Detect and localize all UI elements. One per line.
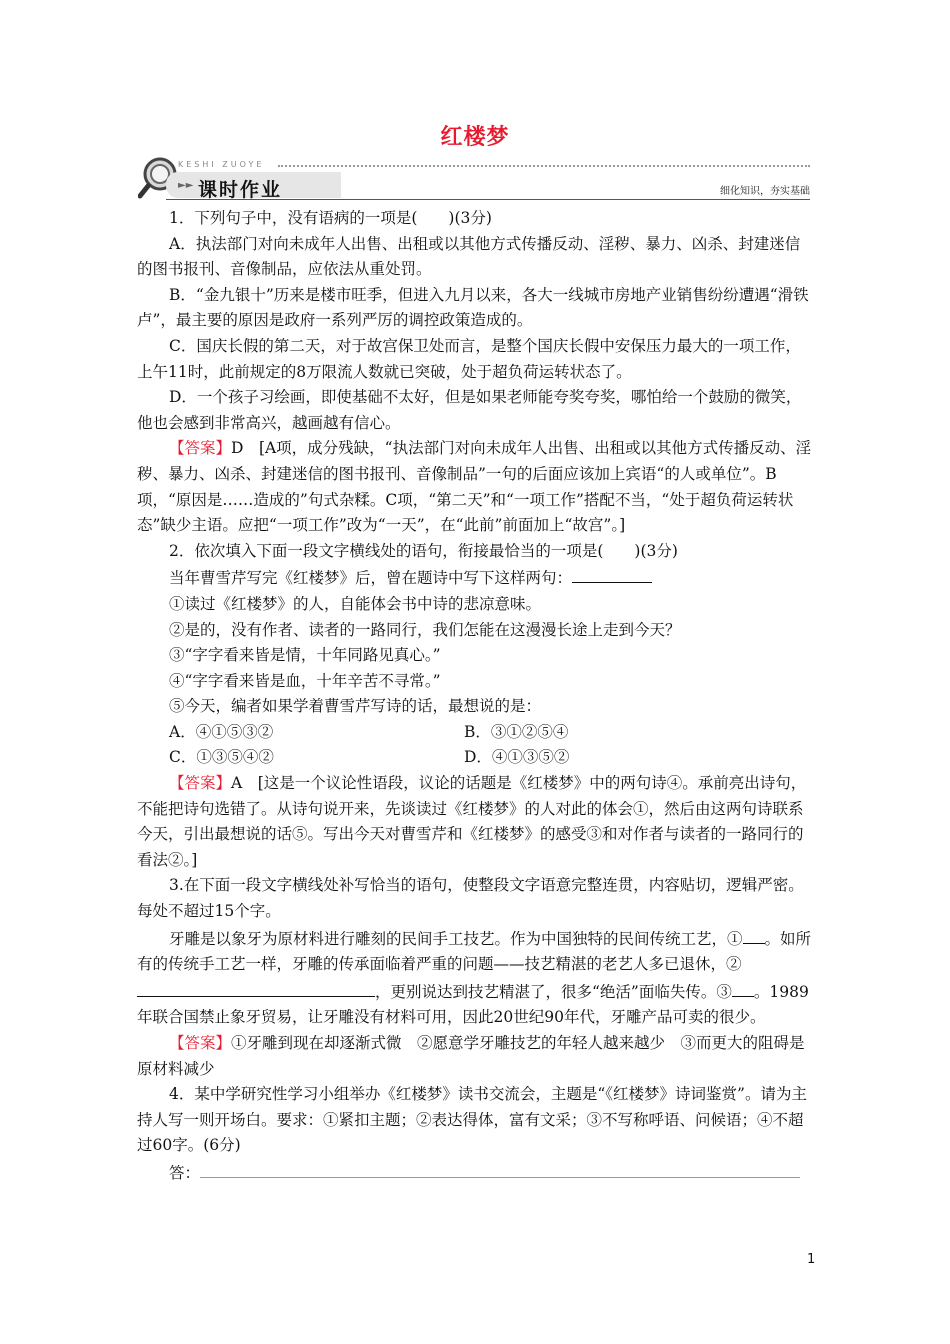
answer-blank[interactable] [200, 1159, 800, 1178]
answer-text: ①牙雕到现在却逐渐式微 ②愿意学牙雕技艺的年轻人越来越少 ③而更大的阻碍是原材料减少 [137, 1034, 805, 1078]
fill-blank-1 [743, 925, 765, 944]
section-banner [138, 148, 810, 204]
banner-heading: 课时作业 [198, 179, 283, 201]
answer-label: 【答案】 [169, 774, 232, 793]
q1-option-c: C．国庆长假的第二天，对于故宫保卫处而言，是整个国庆长假中安保压力最大的一项工作，上午11时，此前规定的8万限流人数就已突破，处于超负荷运转状态了。 [137, 336, 801, 381]
banner-tagline: 细化知识，夯实基础 [720, 186, 810, 197]
answer-text: D [A项，成分残缺，“执法部门对向未成年人出售、出租或以其他方式传播反动、淫秽、暴力、凶杀、封建迷信的图书报刊、音像制品”一句的后面应该加上宾语“的人或单位”。B项，“原因是……造成的”句式杂糅。C项，“第二天”和“一项工作”搭配不当，“处于超负荷运转状态”缺少主语。应把“一项工作”改为“一天”，在“此前”前面加上“故宫”。] [137, 439, 812, 535]
fill-blank-3 [732, 978, 754, 997]
q2-options-row [137, 720, 813, 746]
fill-blank-2 [137, 978, 375, 997]
q2-intro [137, 564, 813, 592]
q3-passage-part: ，更别说达到技艺精湛了，很多“绝活”面临失传。③ [375, 982, 732, 1001]
document-body [137, 206, 813, 1187]
q3-passage-part: 。如所有的传统手工艺一样，牙雕的传承面临着严重的问题——技艺精湛的老艺人多已退休，② [137, 929, 812, 974]
answer-label: 【答案】 [169, 439, 232, 458]
page-number: 1 [807, 1252, 816, 1267]
q1-option-a: A．执法部门对向未成年人出售、出租或以其他方式传播反动、淫秽、暴力、凶杀、封建迷信的图书报刊、音像制品，应依法从重处罚。 [137, 234, 801, 279]
q2-option-c: C．①③⑤④② [169, 748, 274, 767]
q1-answer [137, 436, 813, 538]
page-title: 红楼梦 [440, 125, 510, 150]
answer-label: 【答案】 [169, 1034, 232, 1052]
q3-passage-part: 牙雕是以象牙为原材料进行雕刻的民间手工技艺。作为中国独特的民间传统工艺，① [169, 929, 743, 948]
q1-option-d: D．一个孩子习绘画，即使基础不太好，但是如果老师能夸奖夸奖，哪怕给一个鼓励的微笑，他也会感到非常高兴，越画越有信心。 [137, 388, 802, 432]
q2-item: ①读过《红楼梦》的人，自能体会书中诗的悲凉意味。 [169, 594, 542, 613]
dotted-divider [278, 165, 810, 167]
q1-option-b: B．“金九银十”历来是楼市旺季，但进入九月以来，各大一线城市房地产业销售纷纷遭遇“滑铁卢”，最主要的原因是政府一系列严厉的调控政策造成的。 [137, 285, 809, 330]
q2-stem: 2．依次填入下面一段文字横线处的语句，衔接最恰当的一项是( )(3分) [169, 541, 678, 560]
q2-item: ③“字字看来皆是情，十年同路见真心。” [169, 646, 441, 665]
q3-stem: 3.在下面一段文字横线处补写恰当的语句，使整段文字语意完整连贯，内容贴切，逻辑严密。每处不超过15个字。 [137, 876, 804, 921]
q2-item: ②是的，没有作者、读者的一路同行，我们怎能在这漫漫长途上走到今天？ [169, 620, 681, 639]
q4-answer-line [137, 1159, 813, 1187]
banner-subtitle: KESHI ZUOYE [178, 160, 265, 169]
banner-underline [166, 199, 810, 200]
q2-answer [137, 771, 813, 873]
fill-blank [572, 564, 652, 583]
q2-item: ④“字字看来皆是血，十年辛苦不寻常。” [169, 671, 441, 690]
answer-text: A [这是一个议论性语段，议论的话题是《红楼梦》中的两句诗④。承前亮出诗句，不能把诗句选错了。从诗句说开来，先谈读过《红楼梦》的人对此的体会①，然后由这两句诗联系今天，引出最想说的话⑤。写出今天对曹雪芹和《红楼梦》的感受③和对作者与读者的一路同行的看法②。] [137, 774, 807, 869]
q2-item: ⑤今天，编者如果学着曹雪芹写诗的话，最想说的是： [169, 697, 542, 716]
q2-intro-text: 当年曹雪芹写完《红楼梦》后，曾在题诗中写下这样两句： [169, 569, 573, 588]
arrow-icon: ►► [178, 180, 194, 191]
q4-stem: 4．某中学研究性学习小组举办《红楼梦》读书交流会，主题是“《红楼梦》诗词鉴赏”。请为主持人写一则开场白。要求：①紧扣主题；②表达得体，富有文采；③不写称呼语、问候语；④不超过60字。(6分) [137, 1085, 807, 1155]
q3-answer [137, 1031, 813, 1082]
q2-options-row [137, 745, 813, 771]
q2-option-a: A．④①⑤③② [169, 722, 274, 741]
q1-stem: 1．下列句子中，没有语病的一项是( )(3分) [169, 209, 492, 227]
answer-prompt: 答： [169, 1163, 201, 1182]
q3-passage-part: 。1989年联合国禁止象牙贸易，让牙雕没有材料可用，因此20世纪90年代，牙雕产品可卖的很少。 [137, 982, 809, 1027]
q2-option-d: D．④①③⑤② [464, 748, 570, 767]
q3-passage [137, 925, 813, 1031]
q2-option-b: B．③①②⑤④ [464, 722, 569, 741]
